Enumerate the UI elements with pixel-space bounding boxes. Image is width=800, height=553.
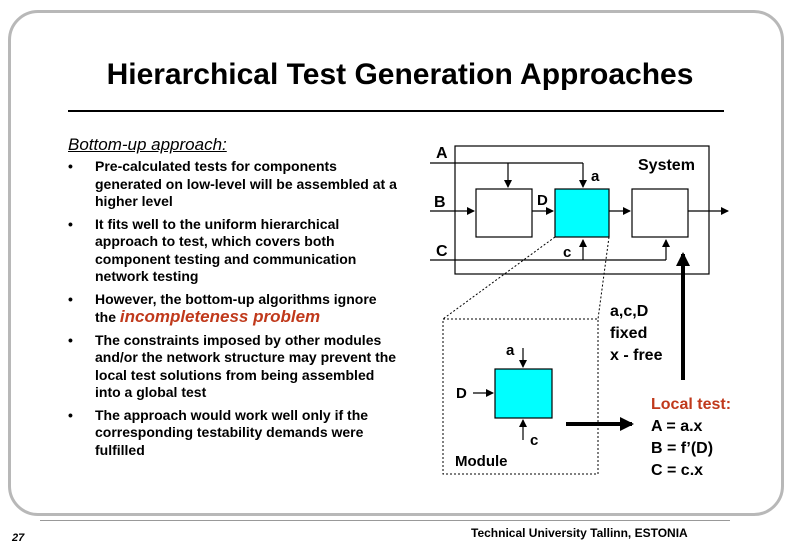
constraint-line-3: x - free — [610, 347, 663, 364]
block-right — [632, 189, 688, 237]
module-label: Module — [455, 453, 508, 470]
local-test-line-2: B = f’(D) — [651, 440, 714, 457]
signal-a-label: a — [591, 168, 600, 185]
constraint-line-1: a,c,D — [610, 303, 649, 320]
local-test-title: Local test: — [651, 396, 732, 413]
module-block — [495, 369, 552, 418]
constraint-line-2: fixed — [610, 325, 648, 342]
local-test-line-1: A = a.x — [651, 418, 703, 435]
bullet-text: However, the bottom-up algorithms ignore the — [95, 290, 377, 325]
footer-organization: Technical University Tallinn, ESTONIA — [471, 526, 688, 540]
bullet-text: Pre-calculated tests for components generated on low-level will be assembled at a higher level — [95, 158, 397, 209]
page-number: 27 — [12, 532, 25, 544]
bullet-text: It fits well to the uniform hierarchical approach to test, which covers both component testing and communication network testing — [95, 215, 357, 284]
block-highlighted — [555, 189, 609, 237]
input-b-label: B — [434, 194, 446, 211]
signal-c-label: c — [563, 244, 572, 261]
bullet-text: The approach would work well only if the corresponding testability demands were fulfilled — [95, 406, 369, 458]
module-a-label: a — [506, 342, 515, 359]
bullet-text: The constraints imposed by other modules and/or the network structure may prevent the local test solutions from being assembled into a global test — [95, 331, 397, 400]
slide-title: Hierarchical Test Generation Approaches — [106, 58, 694, 91]
emphasis-text: incompleteness problem — [119, 307, 321, 326]
module-c-label: c — [530, 432, 539, 449]
local-test-line-3: C = c.x — [651, 462, 704, 479]
zoom-line-right — [598, 237, 609, 319]
input-a-label: A — [436, 145, 448, 162]
input-c-label: C — [436, 243, 448, 260]
signal-d-label: D — [537, 192, 548, 209]
block-left — [476, 189, 532, 237]
system-label: System — [638, 157, 695, 174]
zoom-line-left — [443, 237, 555, 319]
section-subtitle: Bottom-up approach: — [68, 135, 227, 154]
module-d-label: D — [456, 385, 467, 402]
footer-divider — [40, 520, 730, 521]
